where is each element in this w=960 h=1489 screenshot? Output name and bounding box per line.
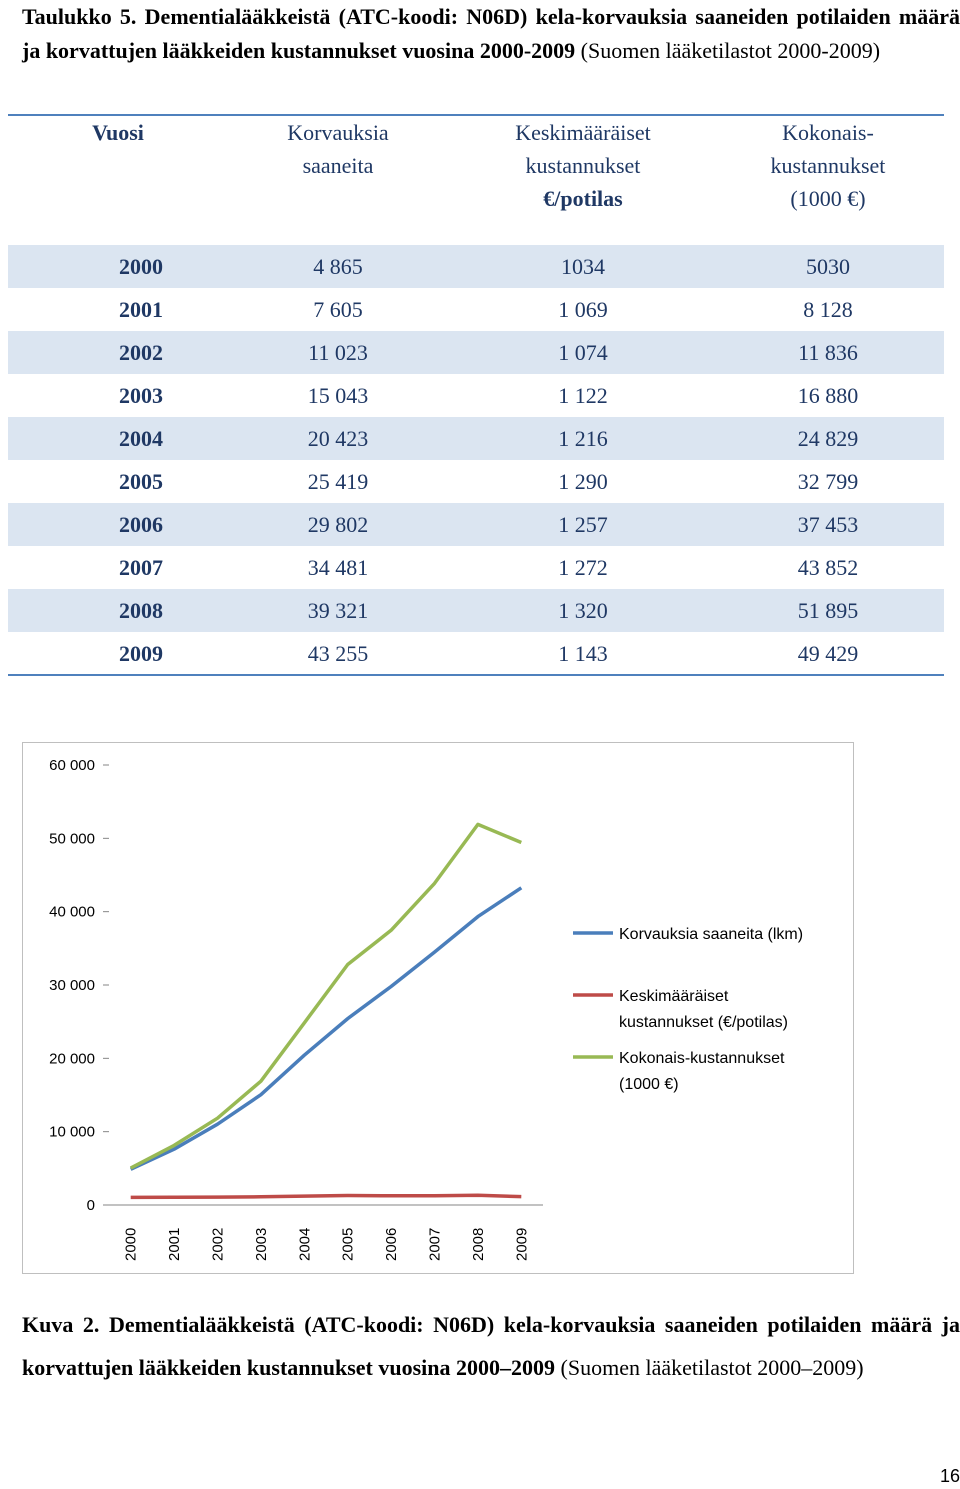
legend-label: Kokonais-kustannukset (619, 1050, 785, 1067)
cell-year: 2004 (119, 426, 163, 451)
table-row (8, 632, 944, 675)
table-row (8, 245, 944, 288)
table-bottom-rule (8, 674, 944, 676)
y-tick-label: 0 (86, 1197, 95, 1214)
cell-korvauksia-saaneita: 7 605 (313, 297, 363, 322)
cell-kokonaiskustannukset: 49 429 (797, 641, 859, 666)
y-tick-label: 20 000 (49, 1050, 95, 1068)
table-body (8, 245, 944, 675)
figure-caption (22, 1303, 960, 1389)
cell-kokonaiskustannukset: 37 453 (797, 512, 859, 537)
header-kokonaiskustannukset: Kokonais- kustannukset (1000 €) (770, 120, 886, 211)
x-tick-label: 2007 (426, 1227, 444, 1261)
cell-keskimaaraiset-kustannukset: 1 272 (558, 555, 608, 580)
x-tick-label: 2002 (209, 1227, 227, 1261)
table-caption-label: Taulukko 5. (22, 4, 137, 29)
cell-kokonaiskustannukset: 8 128 (803, 297, 853, 322)
cell-keskimaaraiset-kustannukset: 1 290 (558, 469, 608, 494)
cell-korvauksia-saaneita: 43 255 (307, 641, 369, 666)
cell-kokonaiskustannukset: 32 799 (797, 469, 859, 494)
cell-kokonaiskustannukset: 51 895 (797, 598, 859, 623)
cell-year: 2008 (119, 598, 163, 623)
y-tick-label: 50 000 (49, 830, 95, 848)
table-row (8, 288, 944, 331)
table-row (8, 503, 944, 546)
cell-kokonaiskustannukset: 43 852 (797, 555, 859, 580)
cell-year: 2003 (119, 383, 163, 408)
header-vuosi: Vuosi (92, 120, 144, 145)
series-line-3 (131, 824, 522, 1168)
cell-year: 2002 (119, 340, 163, 365)
y-tick-label: 40 000 (49, 903, 95, 921)
x-tick-label: 2006 (383, 1227, 401, 1261)
table-caption (22, 0, 960, 68)
cell-keskimaaraiset-kustannukset: 1034 (561, 254, 605, 279)
chart-svg (23, 743, 853, 1273)
cell-korvauksia-saaneita: 29 802 (307, 512, 369, 537)
page-number: 16 (939, 1466, 960, 1486)
cell-keskimaaraiset-kustannukset: 1 122 (558, 383, 608, 408)
figure-caption-label: Kuva 2. (22, 1312, 100, 1337)
table-row (8, 331, 944, 374)
cell-keskimaaraiset-kustannukset: 1 257 (558, 512, 608, 537)
cell-korvauksia-saaneita: 11 023 (308, 340, 368, 365)
cell-korvauksia-saaneita: 4 865 (313, 254, 363, 279)
y-tick-label: 30 000 (49, 977, 95, 994)
x-tick-label: 2003 (252, 1227, 270, 1261)
cell-keskimaaraiset-kustannukset: 1 074 (558, 340, 608, 365)
y-tick-label: 10 000 (49, 1123, 95, 1141)
table-row (8, 460, 944, 503)
legend-label: kustannukset (€/potilas) (619, 1014, 788, 1031)
cell-keskimaaraiset-kustannukset: 1 216 (558, 426, 608, 451)
cell-year: 2000 (119, 254, 163, 279)
cell-keskimaaraiset-kustannukset: 1 069 (558, 297, 608, 322)
cell-year: 2009 (119, 641, 163, 666)
header-keskimaaraiset-kustannukset: Keskimääräiset kustannukset €/potilas (515, 120, 651, 211)
cell-korvauksia-saaneita: 15 043 (307, 383, 369, 408)
line-chart (22, 742, 854, 1274)
table-row (8, 417, 944, 460)
table-row (8, 374, 944, 417)
cell-year: 2005 (119, 469, 163, 494)
cell-kokonaiskustannukset: 24 829 (797, 426, 859, 451)
cell-year: 2006 (119, 512, 163, 537)
header-korvauksia-saaneita: Korvauksia saaneita (287, 120, 389, 178)
x-tick-label: 2005 (339, 1227, 357, 1261)
x-tick-label: 2000 (122, 1227, 140, 1261)
series-line-1 (131, 888, 522, 1170)
cell-keskimaaraiset-kustannukset: 1 320 (558, 598, 608, 623)
x-tick-label: 2009 (513, 1227, 531, 1261)
y-tick-label: 60 000 (49, 757, 95, 774)
cell-kokonaiskustannukset: 5030 (806, 254, 850, 279)
x-tick-label: 2004 (296, 1227, 314, 1261)
cell-korvauksia-saaneita: 34 481 (307, 555, 369, 580)
cell-year: 2007 (119, 555, 163, 580)
cell-keskimaaraiset-kustannukset: 1 143 (558, 641, 608, 666)
series-line-2 (131, 1195, 522, 1197)
x-tick-label: 2008 (469, 1227, 487, 1261)
cell-year: 2001 (119, 297, 163, 322)
legend-label: (1000 €) (619, 1076, 679, 1093)
legend-label: Keskimääräiset (619, 988, 729, 1005)
x-tick-label: 2001 (166, 1227, 184, 1261)
table-caption-bold-text: Dementialääkkeistä (ATC-koodi: N06D) kela-korvauksia saaneiden potilaiden määrä ja korvattujen lääkkeiden kustannukset vuosina 2000-2009 (22, 4, 960, 63)
figure-caption-bold-text: Dementialääkkeistä (ATC-koodi: N06D) kela-korvauksia saaneiden potilaiden määrä ja korvattujen lääkkeiden kustannukset vuosina 2000–2009 (22, 1312, 960, 1380)
figure-caption-source: (Suomen lääketilastot 2000–2009) (560, 1355, 864, 1380)
legend-label: Korvauksia saaneita (lkm) (619, 926, 804, 943)
table-row (8, 546, 944, 589)
cell-kokonaiskustannukset: 16 880 (797, 383, 859, 408)
cell-kokonaiskustannukset: 11 836 (798, 340, 858, 365)
cell-korvauksia-saaneita: 39 321 (307, 598, 369, 623)
table-caption-source: (Suomen lääketilastot 2000-2009) (580, 38, 881, 63)
cell-korvauksia-saaneita: 25 419 (307, 469, 369, 494)
cell-korvauksia-saaneita: 20 423 (307, 426, 369, 451)
table-row (8, 589, 944, 632)
